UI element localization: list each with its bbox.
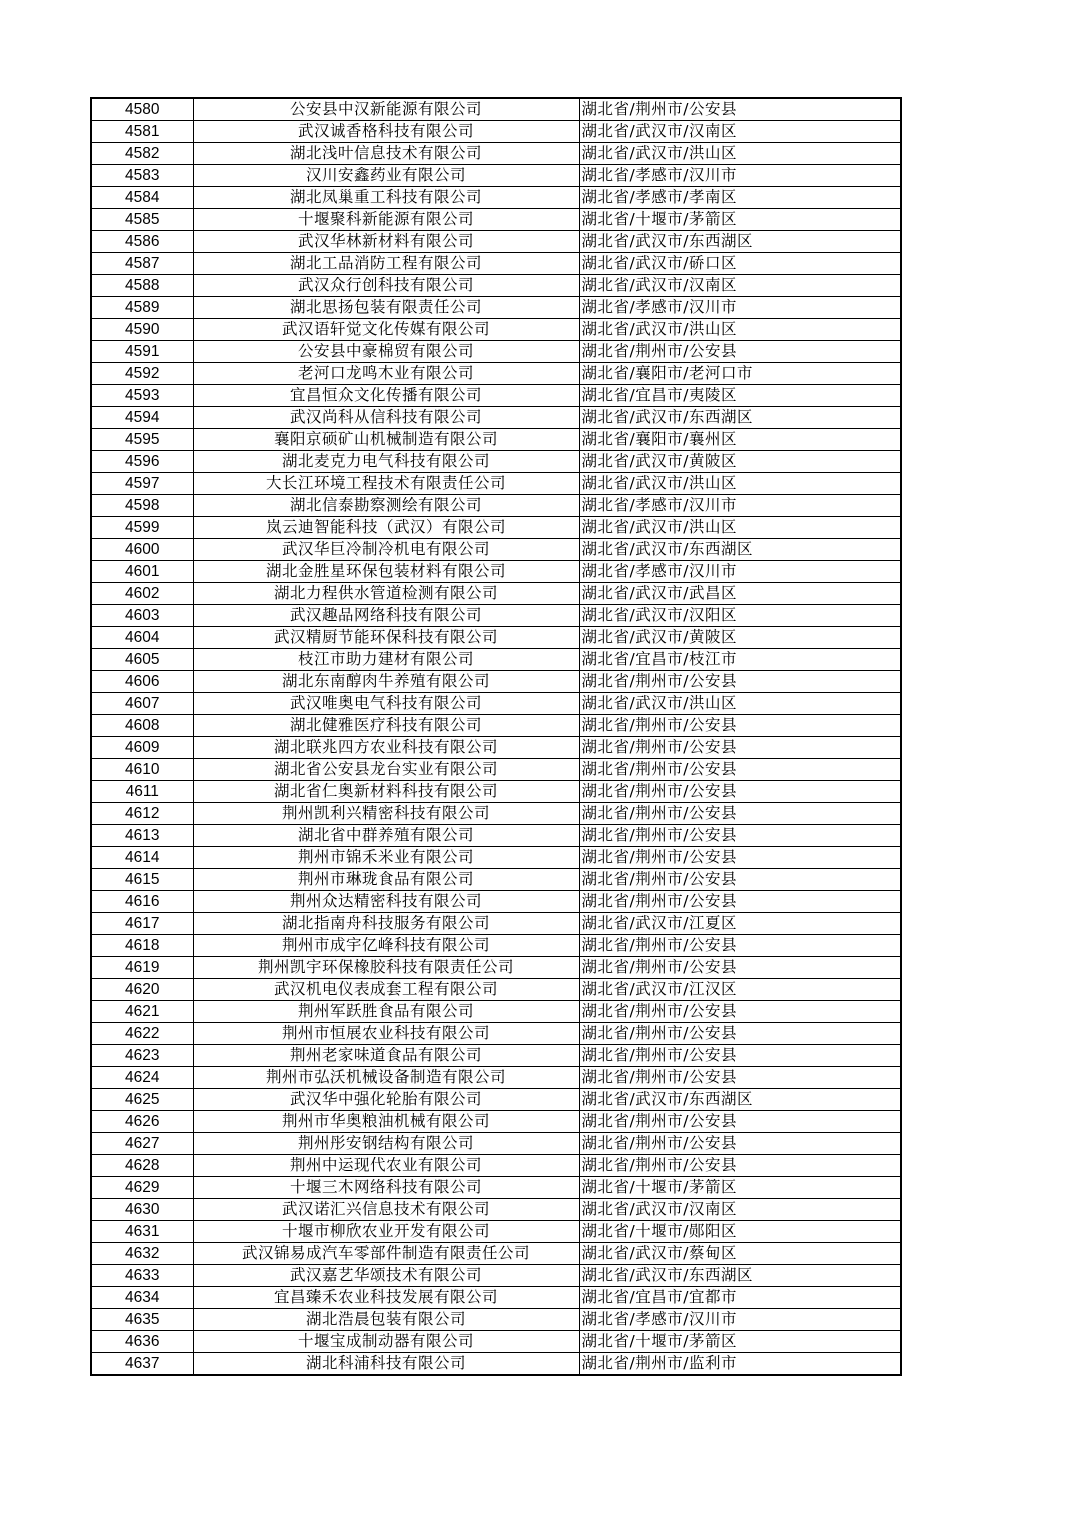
company-region: 湖北省/宜昌市/枝江市 (579, 649, 901, 671)
company-name: 枝江市助力建材有限公司 (193, 649, 579, 671)
row-number: 4635 (91, 1309, 193, 1331)
company-region: 湖北省/武汉市/洪山区 (579, 319, 901, 341)
company-region: 湖北省/荆州市/公安县 (579, 957, 901, 979)
company-region: 湖北省/武汉市/硚口区 (579, 253, 901, 275)
row-number: 4601 (91, 561, 193, 583)
company-name: 武汉唯奥电气科技有限公司 (193, 693, 579, 715)
company-region: 湖北省/荆州市/公安县 (579, 1133, 901, 1155)
company-name: 武汉华巨冷制冷机电有限公司 (193, 539, 579, 561)
company-region: 湖北省/荆州市/公安县 (579, 1067, 901, 1089)
company-name: 荆州彤安钢结构有限公司 (193, 1133, 579, 1155)
company-region: 湖北省/孝感市/汉川市 (579, 297, 901, 319)
row-number: 4619 (91, 957, 193, 979)
company-name: 荆州市锦禾米业有限公司 (193, 847, 579, 869)
company-name: 十堰聚科新能源有限公司 (193, 209, 579, 231)
company-name: 荆州军跃胜食品有限公司 (193, 1001, 579, 1023)
row-number: 4637 (91, 1353, 193, 1376)
row-number: 4594 (91, 407, 193, 429)
company-region: 湖北省/襄阳市/襄州区 (579, 429, 901, 451)
row-number: 4603 (91, 605, 193, 627)
row-number: 4593 (91, 385, 193, 407)
company-name: 荆州中运现代农业有限公司 (193, 1155, 579, 1177)
row-number: 4616 (91, 891, 193, 913)
row-number: 4624 (91, 1067, 193, 1089)
table-row (91, 1177, 901, 1199)
table-row (91, 1067, 901, 1089)
row-number: 4626 (91, 1111, 193, 1133)
company-region: 湖北省/武汉市/汉阳区 (579, 605, 901, 627)
company-region: 湖北省/荆州市/公安县 (579, 1023, 901, 1045)
company-name: 武汉尚科从信科技有限公司 (193, 407, 579, 429)
company-region: 湖北省/荆州市/公安县 (579, 891, 901, 913)
company-region: 湖北省/武汉市/洪山区 (579, 473, 901, 495)
row-number: 4623 (91, 1045, 193, 1067)
company-region: 湖北省/荆州市/公安县 (579, 715, 901, 737)
company-region: 湖北省/荆州市/公安县 (579, 781, 901, 803)
table-row (91, 187, 901, 209)
company-region: 湖北省/孝感市/汉川市 (579, 165, 901, 187)
table-row (91, 627, 901, 649)
company-region: 湖北省/荆州市/公安县 (579, 737, 901, 759)
table-body (91, 98, 901, 1375)
row-number: 4629 (91, 1177, 193, 1199)
table-row (91, 121, 901, 143)
company-name: 荆州市华奥粮油机械有限公司 (193, 1111, 579, 1133)
company-name: 荆州市成宇亿峰科技有限公司 (193, 935, 579, 957)
table-row (91, 385, 901, 407)
company-name: 湖北省公安县龙台实业有限公司 (193, 759, 579, 781)
company-name: 湖北力程供水管道检测有限公司 (193, 583, 579, 605)
company-name: 湖北信泰勘察测绘有限公司 (193, 495, 579, 517)
company-name: 湖北指南舟科技服务有限公司 (193, 913, 579, 935)
company-name: 襄阳京硕矿山机械制造有限公司 (193, 429, 579, 451)
row-number: 4632 (91, 1243, 193, 1265)
table-row (91, 1221, 901, 1243)
row-number: 4585 (91, 209, 193, 231)
company-name: 武汉华中强化轮胎有限公司 (193, 1089, 579, 1111)
table-row (91, 649, 901, 671)
company-region: 湖北省/荆州市/公安县 (579, 1155, 901, 1177)
company-name: 荆州众达精密科技有限公司 (193, 891, 579, 913)
table-row (91, 1045, 901, 1067)
row-number: 4605 (91, 649, 193, 671)
row-number: 4604 (91, 627, 193, 649)
company-name: 武汉诚香格科技有限公司 (193, 121, 579, 143)
row-number: 4617 (91, 913, 193, 935)
row-number: 4582 (91, 143, 193, 165)
table-row (91, 275, 901, 297)
company-name: 公安县中豪棉贸有限公司 (193, 341, 579, 363)
table-row (91, 231, 901, 253)
company-name: 荆州凯利兴精密科技有限公司 (193, 803, 579, 825)
table-row (91, 847, 901, 869)
row-number: 4631 (91, 1221, 193, 1243)
row-number: 4606 (91, 671, 193, 693)
company-name: 武汉锦易成汽车零部件制造有限责任公司 (193, 1243, 579, 1265)
company-name: 湖北浩晨包装有限公司 (193, 1309, 579, 1331)
row-number: 4583 (91, 165, 193, 187)
company-region: 湖北省/荆州市/公安县 (579, 869, 901, 891)
company-name: 十堰市柳欣农业开发有限公司 (193, 1221, 579, 1243)
company-region: 湖北省/武汉市/黄陂区 (579, 451, 901, 473)
row-number: 4600 (91, 539, 193, 561)
row-number: 4620 (91, 979, 193, 1001)
company-region: 湖北省/武汉市/东西湖区 (579, 231, 901, 253)
table-row (91, 1023, 901, 1045)
company-name: 武汉众行创科技有限公司 (193, 275, 579, 297)
company-region: 湖北省/荆州市/公安县 (579, 1111, 901, 1133)
company-name: 宜昌恒众文化传播有限公司 (193, 385, 579, 407)
company-name: 荆州老家味道食品有限公司 (193, 1045, 579, 1067)
table-row (91, 451, 901, 473)
company-region: 湖北省/孝感市/孝南区 (579, 187, 901, 209)
row-number: 4602 (91, 583, 193, 605)
row-number: 4609 (91, 737, 193, 759)
table-row (91, 583, 901, 605)
table-row (91, 1353, 901, 1376)
company-name: 老河口龙鸣木业有限公司 (193, 363, 579, 385)
company-region: 湖北省/十堰市/茅箭区 (579, 1331, 901, 1353)
company-name: 公安县中汉新能源有限公司 (193, 98, 579, 121)
company-region: 湖北省/荆州市/公安县 (579, 1001, 901, 1023)
row-number: 4592 (91, 363, 193, 385)
table-row (91, 341, 901, 363)
company-name: 湖北工品消防工程有限公司 (193, 253, 579, 275)
row-number: 4580 (91, 98, 193, 121)
table-row (91, 869, 901, 891)
company-name: 湖北东南醇肉牛养殖有限公司 (193, 671, 579, 693)
table-row (91, 1199, 901, 1221)
company-region: 湖北省/十堰市/茅箭区 (579, 209, 901, 231)
row-number: 4630 (91, 1199, 193, 1221)
table-row (91, 539, 901, 561)
company-region: 湖北省/武汉市/洪山区 (579, 693, 901, 715)
table-row (91, 1331, 901, 1353)
row-number: 4615 (91, 869, 193, 891)
company-name: 宜昌臻禾农业科技发展有限公司 (193, 1287, 579, 1309)
table-row (91, 1133, 901, 1155)
company-region: 湖北省/武汉市/武昌区 (579, 583, 901, 605)
company-name: 十堰宝成制动器有限公司 (193, 1331, 579, 1353)
company-name: 荆州市弘沃机械设备制造有限公司 (193, 1067, 579, 1089)
company-name: 武汉诺汇兴信息技术有限公司 (193, 1199, 579, 1221)
company-region: 湖北省/宜昌市/夷陵区 (579, 385, 901, 407)
row-number: 4610 (91, 759, 193, 781)
row-number: 4611 (91, 781, 193, 803)
company-name: 十堰三木网络科技有限公司 (193, 1177, 579, 1199)
table-row (91, 1309, 901, 1331)
table-row (91, 319, 901, 341)
row-number: 4612 (91, 803, 193, 825)
row-number: 4613 (91, 825, 193, 847)
row-number: 4625 (91, 1089, 193, 1111)
company-region: 湖北省/武汉市/汉南区 (579, 275, 901, 297)
company-region: 湖北省/武汉市/汉南区 (579, 1199, 901, 1221)
company-name: 湖北凤巢重工科技有限公司 (193, 187, 579, 209)
company-region: 湖北省/武汉市/东西湖区 (579, 539, 901, 561)
table-row (91, 1265, 901, 1287)
company-name: 武汉机电仪表成套工程有限公司 (193, 979, 579, 1001)
table-row (91, 517, 901, 539)
table-row (91, 363, 901, 385)
company-region: 湖北省/荆州市/公安县 (579, 803, 901, 825)
company-name: 荆州市恒展农业科技有限公司 (193, 1023, 579, 1045)
table-row (91, 165, 901, 187)
company-region: 湖北省/荆州市/公安县 (579, 341, 901, 363)
company-region: 湖北省/武汉市/蔡甸区 (579, 1243, 901, 1265)
row-number: 4598 (91, 495, 193, 517)
table-row (91, 913, 901, 935)
company-region: 湖北省/孝感市/汉川市 (579, 1309, 901, 1331)
table-row (91, 803, 901, 825)
company-name: 湖北联兆四方农业科技有限公司 (193, 737, 579, 759)
row-number: 4586 (91, 231, 193, 253)
row-number: 4636 (91, 1331, 193, 1353)
table-row (91, 1111, 901, 1133)
table-row (91, 495, 901, 517)
company-name: 湖北麦克力电气科技有限公司 (193, 451, 579, 473)
company-region: 湖北省/武汉市/洪山区 (579, 143, 901, 165)
company-region: 湖北省/荆州市/公安县 (579, 759, 901, 781)
company-region: 湖北省/武汉市/汉南区 (579, 121, 901, 143)
table-row (91, 1089, 901, 1111)
table-row (91, 473, 901, 495)
company-name: 湖北健雅医疗科技有限公司 (193, 715, 579, 737)
row-number: 4590 (91, 319, 193, 341)
table-row (91, 98, 901, 121)
company-name: 岚云迪智能科技（武汉）有限公司 (193, 517, 579, 539)
company-region: 湖北省/荆州市/公安县 (579, 98, 901, 121)
company-name: 武汉趣品网络科技有限公司 (193, 605, 579, 627)
company-name: 湖北思扬包装有限责任公司 (193, 297, 579, 319)
company-region: 湖北省/荆州市/公安县 (579, 825, 901, 847)
table-row (91, 253, 901, 275)
company-region: 湖北省/武汉市/黄陂区 (579, 627, 901, 649)
table-row (91, 429, 901, 451)
company-region: 湖北省/武汉市/东西湖区 (579, 1265, 901, 1287)
row-number: 4591 (91, 341, 193, 363)
company-table (90, 97, 902, 1376)
company-region: 湖北省/荆州市/监利市 (579, 1353, 901, 1376)
row-number: 4599 (91, 517, 193, 539)
table-row (91, 825, 901, 847)
table-row (91, 143, 901, 165)
table-row (91, 1155, 901, 1177)
company-name: 湖北省中群养殖有限公司 (193, 825, 579, 847)
table-row (91, 737, 901, 759)
company-region: 湖北省/武汉市/江夏区 (579, 913, 901, 935)
company-name: 湖北省仁奥新材料科技有限公司 (193, 781, 579, 803)
company-name: 武汉语轩觉文化传媒有限公司 (193, 319, 579, 341)
row-number: 4607 (91, 693, 193, 715)
company-name: 湖北浅叶信息技术有限公司 (193, 143, 579, 165)
company-region: 湖北省/荆州市/公安县 (579, 1045, 901, 1067)
company-region: 湖北省/荆州市/公安县 (579, 935, 901, 957)
row-number: 4622 (91, 1023, 193, 1045)
table-row (91, 715, 901, 737)
row-number: 4595 (91, 429, 193, 451)
company-region: 湖北省/十堰市/茅箭区 (579, 1177, 901, 1199)
table-row (91, 605, 901, 627)
row-number: 4628 (91, 1155, 193, 1177)
row-number: 4581 (91, 121, 193, 143)
table-row (91, 407, 901, 429)
company-name: 大长江环境工程技术有限责任公司 (193, 473, 579, 495)
table-row (91, 693, 901, 715)
row-number: 4587 (91, 253, 193, 275)
company-region: 湖北省/孝感市/汉川市 (579, 495, 901, 517)
company-name: 荆州市琳珑食品有限公司 (193, 869, 579, 891)
company-region: 湖北省/武汉市/东西湖区 (579, 407, 901, 429)
company-name: 湖北金胜星环保包装材料有限公司 (193, 561, 579, 583)
company-region: 湖北省/孝感市/汉川市 (579, 561, 901, 583)
row-number: 4588 (91, 275, 193, 297)
table-row (91, 1287, 901, 1309)
table-row (91, 1243, 901, 1265)
company-name: 武汉精厨节能环保科技有限公司 (193, 627, 579, 649)
row-number: 4584 (91, 187, 193, 209)
table-row (91, 957, 901, 979)
row-number: 4589 (91, 297, 193, 319)
row-number: 4634 (91, 1287, 193, 1309)
row-number: 4614 (91, 847, 193, 869)
company-name: 湖北科浦科技有限公司 (193, 1353, 579, 1376)
table-row (91, 781, 901, 803)
table-row (91, 671, 901, 693)
company-region: 湖北省/武汉市/东西湖区 (579, 1089, 901, 1111)
company-region: 湖北省/十堰市/郧阳区 (579, 1221, 901, 1243)
table-row (91, 979, 901, 1001)
table-row (91, 935, 901, 957)
row-number: 4596 (91, 451, 193, 473)
row-number: 4608 (91, 715, 193, 737)
company-region: 湖北省/荆州市/公安县 (579, 847, 901, 869)
table-row (91, 297, 901, 319)
company-region: 湖北省/宜昌市/宜都市 (579, 1287, 901, 1309)
row-number: 4597 (91, 473, 193, 495)
company-region: 湖北省/襄阳市/老河口市 (579, 363, 901, 385)
row-number: 4633 (91, 1265, 193, 1287)
table-row (91, 759, 901, 781)
company-name: 武汉华林新材料有限公司 (193, 231, 579, 253)
row-number: 4621 (91, 1001, 193, 1023)
row-number: 4618 (91, 935, 193, 957)
company-region: 湖北省/荆州市/公安县 (579, 671, 901, 693)
company-region: 湖北省/武汉市/洪山区 (579, 517, 901, 539)
table-row (91, 891, 901, 913)
table-row (91, 561, 901, 583)
table-row (91, 209, 901, 231)
company-name: 武汉嘉艺华颂技术有限公司 (193, 1265, 579, 1287)
row-number: 4627 (91, 1133, 193, 1155)
company-region: 湖北省/武汉市/江汉区 (579, 979, 901, 1001)
company-name: 汉川安鑫药业有限公司 (193, 165, 579, 187)
table-row (91, 1001, 901, 1023)
company-name: 荆州凯宇环保橡胶科技有限责任公司 (193, 957, 579, 979)
